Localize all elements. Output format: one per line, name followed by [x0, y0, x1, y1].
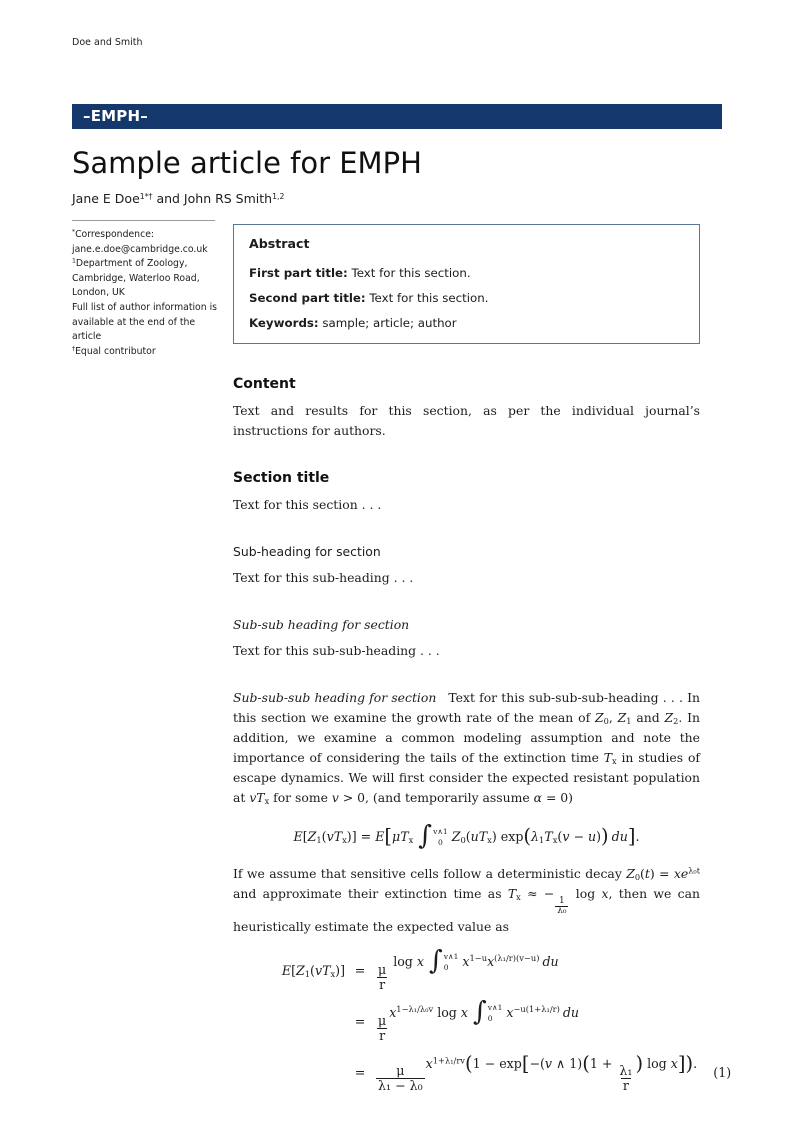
abstract-second-part: Second part title: Text for this section. — [249, 291, 489, 305]
correspondence-lines: *Correspondence: jane.e.doe@cambridge.co.uk $^1$Department of Zoology, Cambridge, Waterloo Road, London, UK Full list of author information is available at the end of the article †Equal contributor — [72, 228, 218, 357]
equation-row2-rhs: $\frac{\mu}{r}$ $x^{1-\lambda_1/\lambda_0v}$ log x ∫ v∧1 0 $x^{-u(1+\lambda_1/r)}$ du — [378, 996, 580, 1043]
equation-lhs: $E[Z_1(vT_x)]$ — [281, 963, 345, 980]
correspondence-note — [72, 218, 217, 359]
section-paragraph: Text for this section . . . — [233, 497, 382, 512]
authors-line: Jane E Doe$^{1*\dagger}$ and John RS Smith$^{1,2}$ — [72, 191, 285, 206]
equation-row1-rhs: $\frac{\mu}{r}$ log x ∫ v∧1 0 $x^{1-u}x^{(\lambda_1/r)(v-u)}$ du — [378, 945, 559, 992]
equation-number: (1) — [713, 1065, 732, 1081]
equals-sign: = — [354, 1065, 366, 1081]
equation-row3-rhs: $\frac{\mu}{\text{λ₁ − λ₀}}$ $x^{1+\lambda_1/rv}(1 - \exp[-(v$ ∧ 1)(1 + $\frac{\text{λ₁}}{r}$ ) log x]). — [378, 1051, 698, 1094]
equation-display: $E[Z_1(vT_x)] = E[\mu T_x$ ∫ v∧1 0 $Z_0(uT_x) \exp(\lambda_1T_x(v - u))$ du]. — [293, 820, 640, 851]
content-paragraph: Text and results for this section, as per the individual journal’s instructions for authors. — [233, 403, 700, 438]
emph-banner — [72, 104, 722, 129]
subsubsection-heading: Sub-sub heading for section — [233, 617, 410, 632]
decay-paragraph: If we assume that sensitive cells follow a deterministic decay $Z_0(t) = xe^{\lambda_0t}$ and approximate their extinction time as $T_x$ ≈ − $\frac{1}{\text{λ₀}}$ log x, then we can heuristically estimate the expected value as — [233, 865, 700, 935]
abstract-keywords: Keywords: sample; article; author — [249, 316, 457, 330]
equation-array — [233, 945, 732, 1094]
running-head: Doe and Smith — [72, 37, 143, 48]
main-column — [233, 218, 732, 1094]
abstract-first-part: First part title: Text for this section. — [249, 266, 471, 280]
article-title: Sample article for EMPH — [72, 146, 422, 180]
subsection-paragraph: Text for this sub-heading . . . — [233, 570, 414, 585]
sidebar-divider — [72, 220, 215, 221]
section-heading-content: Content — [233, 376, 296, 392]
two-column-area — [72, 218, 732, 1094]
abstract-box — [233, 224, 700, 344]
equals-sign: = — [354, 963, 366, 979]
subsubsection-paragraph: Text for this sub-sub-heading . . . — [233, 643, 440, 658]
subsection-heading: Sub-heading for section — [233, 544, 381, 559]
section-heading-title: Section title — [233, 470, 330, 486]
equals-sign: = — [354, 1014, 366, 1030]
subsubsub-paragraph: Sub-sub-sub heading for section Text for this sub-sub-sub-heading . . . In this section we examine the growth rate of the mean of $Z_0$, $Z_1$ and $Z_2$. In addition, we examine a common modeling assumption and note the importance of considering the tails of the extinction time $T_x$ in studies of escape dynamics. We will first consider the expected resistant population at $vT_x$ for some v > 0, (and temporarily assume α = 0) — [233, 690, 700, 807]
abstract-title: Abstract — [249, 236, 310, 251]
banner-label: –EMPH– — [83, 107, 148, 125]
